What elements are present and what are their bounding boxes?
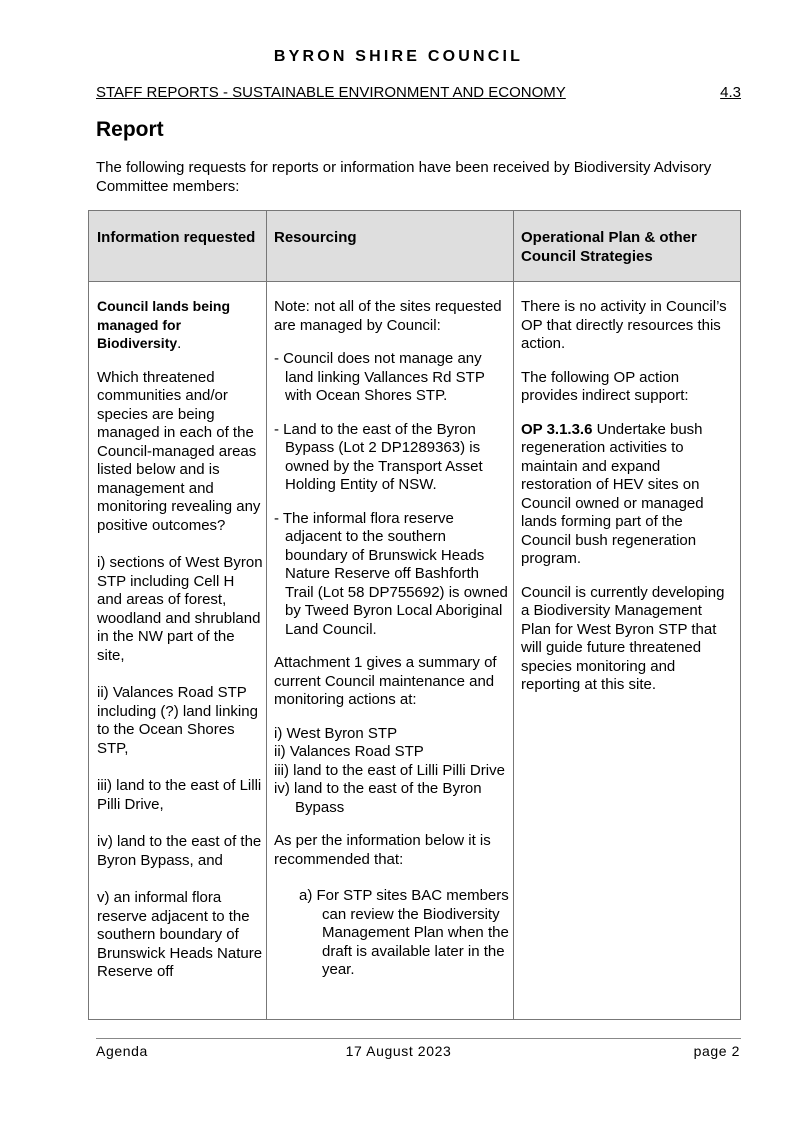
site-item: v) an informal flora reserve adjacent to the southern boundary of Brunswick Heads Nature Reserve off	[97, 889, 263, 980]
site-list-item: iii) land to the east of Lilli Pilli Drive	[274, 761, 505, 779]
section-header	[96, 84, 741, 101]
report-heading: Report	[96, 118, 164, 141]
footer-date: 17 August 2023	[345, 1043, 452, 1059]
request-title-period: .	[177, 335, 182, 352]
op-code: OP 3.1.3.6	[521, 420, 593, 438]
resourcing-point: - Council does not manage any land linking Vallances Rd STP with Ocean Shores STP.	[274, 350, 485, 404]
council-name: BYRON SHIRE COUNCIL	[273, 48, 524, 65]
requests-table	[88, 210, 741, 1020]
cell-resourcing	[274, 298, 510, 995]
section-title: STAFF REPORTS - SUSTAINABLE ENVIRONMENT AND ECONOMY	[96, 84, 566, 101]
footer-divider	[96, 1038, 741, 1039]
site-item: iii) land to the east of Lilli Pilli Drive,	[97, 777, 262, 813]
site-item: i) sections of West Byron STP including Cell H and areas of forest, woodland and shrubland in the NW part of the site,	[97, 554, 263, 664]
column-divider	[513, 211, 514, 1019]
resourcing-point: - The informal flora reserve adjacent to the southern boundary of Brunswick Heads Nature Reserve off Bashforth Trail (Lot 58 DP755692) is owned by Tweed Byron Local Aboriginal Land Council.	[274, 509, 508, 638]
site-list-item: i) West Byron STP	[274, 724, 398, 742]
request-title: Council lands being managed for Biodiversity	[97, 298, 231, 351]
header-operational-plan: Operational Plan & other Council Strategies	[521, 229, 697, 265]
site-list-item: iv) land to the east of the Byron Bypass	[274, 780, 482, 816]
header-resourcing: Resourcing	[274, 229, 357, 246]
recommendation-intro: As per the information below it is recommended that:	[274, 832, 491, 868]
op-paragraph: The following OP action provides indirect support:	[521, 368, 689, 404]
footer-page-number: page 2	[693, 1043, 740, 1059]
cell-information-requested	[97, 298, 263, 997]
request-question: Which threatened communities and/or species are being managed in each of the Council-managed areas listed below and is management and monitoring revealing any positive outcomes?	[97, 368, 261, 534]
site-item: ii) Valances Road STP including (?) land linking to the Ocean Shores STP,	[97, 684, 258, 757]
site-list	[274, 725, 510, 818]
site-list-item: ii) Valances Road STP	[274, 743, 424, 760]
op-paragraph: Council is currently developing a Biodiversity Management Plan for West Byron STP that will guide future threatened species monitoring and reporting at this site.	[521, 583, 725, 693]
op-action-text: Undertake bush regeneration activities to maintain and expand restoration of HEV sites on Council owned or managed lands forming part of the Council bush regeneration program.	[521, 420, 704, 567]
cell-operational-plan	[521, 298, 735, 710]
intro-paragraph: The following requests for reports or information have been received by Biodiversity Advisory Committee members:	[96, 159, 712, 195]
column-divider	[266, 211, 267, 1019]
resourcing-point: - Land to the east of the Byron Bypass (Lot 2 DP1289363) is owned by the Transport Asset Holding Entity of NSW.	[274, 420, 483, 493]
section-number: 4.3	[720, 84, 741, 101]
footer-agenda: Agenda	[96, 1043, 148, 1059]
op-paragraph: There is no activity in Council’s OP that directly resources this action.	[521, 298, 727, 352]
site-item: iv) land to the east of the Byron Bypass, and	[97, 833, 262, 869]
resourcing-note: Note: not all of the sites requested are managed by Council:	[274, 298, 502, 334]
header-information-requested: Information requested	[97, 229, 256, 246]
attachment-summary: Attachment 1 gives a summary of current Council maintenance and monitoring actions at:	[274, 654, 497, 708]
op-action	[521, 421, 735, 569]
recommendation-item: a) For STP sites BAC members can review the Biodiversity Management Plan when the draft is available later in the year.	[299, 887, 509, 978]
